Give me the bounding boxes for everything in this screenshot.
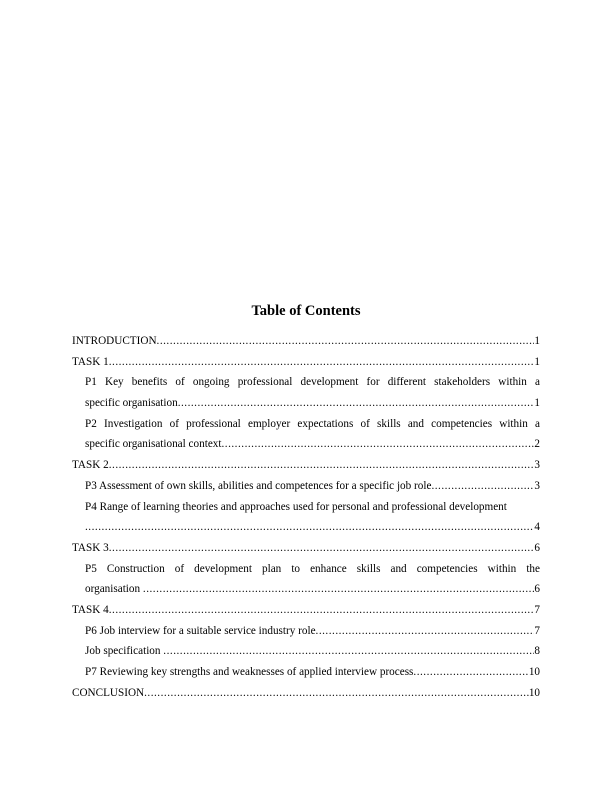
toc-entry-job-specification[interactable] [72,641,540,662]
toc-entry-label: TASK 2 [72,459,109,472]
toc-entry-p4-line1[interactable] [72,497,540,518]
toc-entry-label: P4 Range of learning theories and approaches used for personal and professional development [85,500,507,513]
toc-entry-conclusion[interactable] [72,683,540,704]
dot-leader [85,517,534,538]
toc-entry-label: P2 Investigation of professional employer expectations of skills and competencies within a [85,417,540,430]
toc-page-number: 1 [534,335,540,347]
toc-entry-label: TASK 3 [72,541,109,554]
toc-entry-label: CONCLUSION [72,686,145,699]
toc-page-number: 1 [534,397,540,410]
toc-page-number: 7 [534,624,540,637]
toc-entry-p1-line1[interactable] [72,372,540,393]
toc-entry-label: TASK 4 [72,603,109,616]
toc-entry-task-2[interactable] [72,455,540,476]
dot-leader [144,683,529,704]
toc-page-number: 3 [534,459,540,472]
toc-entry-label: specific organisation [85,397,178,410]
toc-entry-label: P6 Job interview for a suitable service industry role [85,624,316,637]
dot-leader [109,455,535,476]
toc-page-number: 8 [534,645,540,658]
dot-leader [109,538,535,559]
dot-leader [431,476,534,497]
dot-leader [221,434,534,455]
toc-entry-introduction[interactable] [72,331,540,352]
dot-leader [163,641,534,662]
toc-entry-task-4[interactable] [72,600,540,621]
toc-page-number: 6 [534,583,540,596]
toc-page-number: 6 [534,541,540,554]
dot-leader [157,331,535,352]
toc-entry-label: Job specification [85,645,164,658]
toc-entry-label: organisation [85,583,143,596]
toc-page-number: 1 [534,355,540,368]
toc-page-number: 3 [534,479,540,492]
toc-entry-p2-line1[interactable] [72,414,540,435]
toc-entry-p3[interactable] [72,476,540,497]
toc-entry-label: specific organisational context [85,438,222,451]
toc-entry-p7[interactable] [72,662,540,683]
dot-leader [109,352,535,373]
toc-page-number: 4 [534,521,540,534]
toc-page-number: 10 [528,686,540,699]
toc-page-number: 7 [534,603,540,616]
toc-entry-label: INTRODUCTION [72,335,157,347]
table-of-contents [72,331,540,703]
toc-title: Table of Contents [251,303,361,319]
toc-entry-p5-line2[interactable] [72,579,540,600]
toc-entry-label: P1 Key benefits of ongoing professional development for different stakeholders within a [85,376,540,389]
dot-leader [316,621,535,642]
toc-entry-p5-line1[interactable] [72,559,540,580]
toc-entry-p1-line2[interactable] [72,393,540,414]
toc-entry-task-1[interactable] [72,352,540,373]
dot-leader [143,579,535,600]
dot-leader [178,393,535,414]
dot-leader [109,600,535,621]
toc-entry-label: P7 Reviewing key strengths and weaknesses of applied interview process [85,666,414,678]
toc-entry-task-3[interactable] [72,538,540,559]
toc-entry-p2-line2[interactable] [72,434,540,455]
toc-entry-p6[interactable] [72,621,540,642]
dot-leader [413,662,528,683]
toc-page-number: 10 [528,666,540,678]
toc-entry-label: P5 Construction of development plan to enhance skills and competencies within the [85,562,540,575]
toc-entry-label: TASK 1 [72,355,109,368]
toc-entry-label: P3 Assessment of own skills, abilities and competences for a specific job role [85,479,432,492]
toc-page-number: 2 [534,438,540,451]
toc-entry-p4-line2[interactable] [72,517,540,538]
